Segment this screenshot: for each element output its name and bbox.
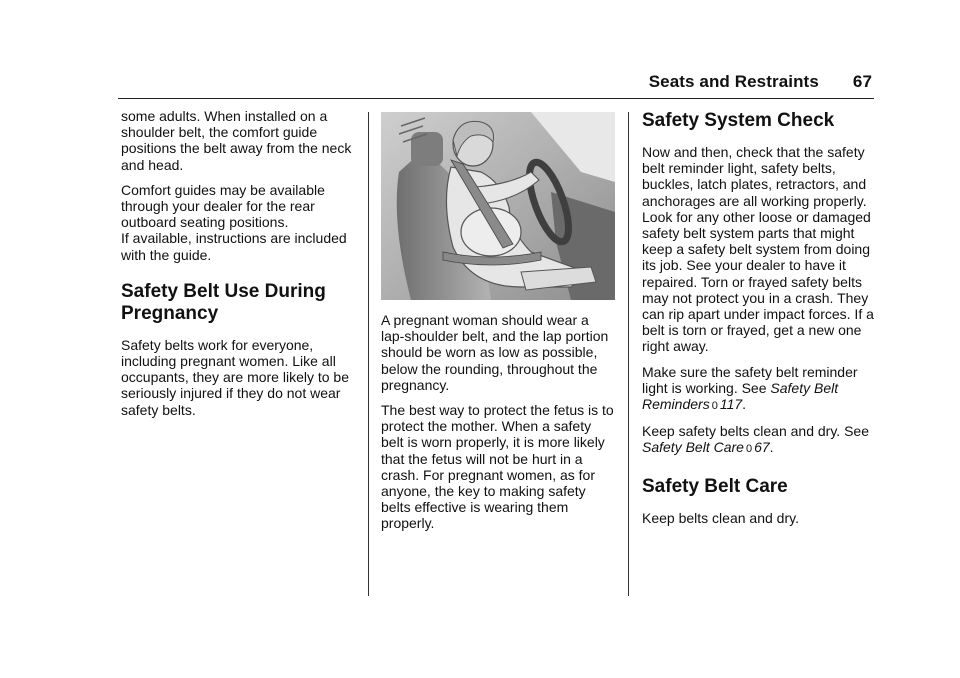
paragraph: some adults. When installed on a shoulder belt, the comfort guide positions the belt away from the neck and head. [121, 108, 352, 173]
paragraph [642, 364, 878, 415]
page-header [649, 72, 872, 92]
paragraph: Safety belts work for everyone, including pregnant women. Like all occupants, they are more likely to be seriously injured if they do not wear safety belts. [121, 336, 350, 418]
paragraph-text: . [769, 439, 774, 456]
cross-reference-link[interactable]: Safety Belt Care [642, 439, 744, 456]
column-divider-1 [368, 112, 369, 596]
paragraph-line: If available, instructions are included with the guide. [121, 230, 347, 263]
column-divider-2 [628, 112, 629, 596]
page-reference-number[interactable]: 117 [719, 396, 743, 413]
header-rule [118, 98, 874, 99]
paragraph-text: Make sure the safety belt reminder light is working. See [642, 363, 858, 396]
column-1 [121, 108, 357, 427]
section-heading: Safety Belt Use During Pregnancy [121, 280, 326, 324]
page-reference-icon: 0 [711, 400, 718, 413]
section-title: Seats and Restraints [648, 72, 819, 91]
paragraph-text: Keep safety belts clean and dry. See [642, 423, 869, 440]
page-reference-icon: 0 [745, 443, 753, 456]
paragraph: Keep belts clean and dry. [642, 509, 799, 526]
page-number: 67 [852, 72, 872, 91]
section-heading: Safety Belt Care [642, 475, 788, 497]
cross-reference-link[interactable]: Safety Belt Reminders [642, 379, 839, 413]
paragraph-line: Comfort guides may be available through your dealer for the rear outboard seating positions. [121, 181, 325, 231]
figure-caption: A pregnant woman should wear a lap-shoulder belt, and the lap portion should be worn as low as possible, below the rounding, throughout the pregnancy. [381, 312, 609, 393]
column-3 [642, 108, 878, 535]
paragraph [642, 423, 878, 457]
paragraph-text: . [742, 396, 747, 413]
section-heading: Safety System Check [642, 110, 835, 131]
page-reference-number[interactable]: 67 [754, 439, 770, 456]
pregnant-woman-seatbelt-illustration [381, 112, 615, 300]
paragraph: The best way to protect the fetus is to protect the mother. When a safety belt is worn properly, it is more likely that the fetus will not be hurt in a crash. For pregnant women, as for anyone, the key to making safety belts effective is wearing them properly. [381, 402, 614, 532]
paragraph: Now and then, check that the safety belt reminder light, safety belts, buckles, latch plates, retractors, and anchorages are all working properly. Look for any other loose or damaged safety belt system parts that might keep a safety belt system from doing its job. See your dealer to have it repaired. Torn or frayed safety belts may not protect you in a crash. They can rip apart under impact forces. If a belt is torn or frayed, get a new one right away. [642, 144, 874, 355]
column-2 [381, 108, 616, 541]
paragraph [121, 182, 357, 263]
